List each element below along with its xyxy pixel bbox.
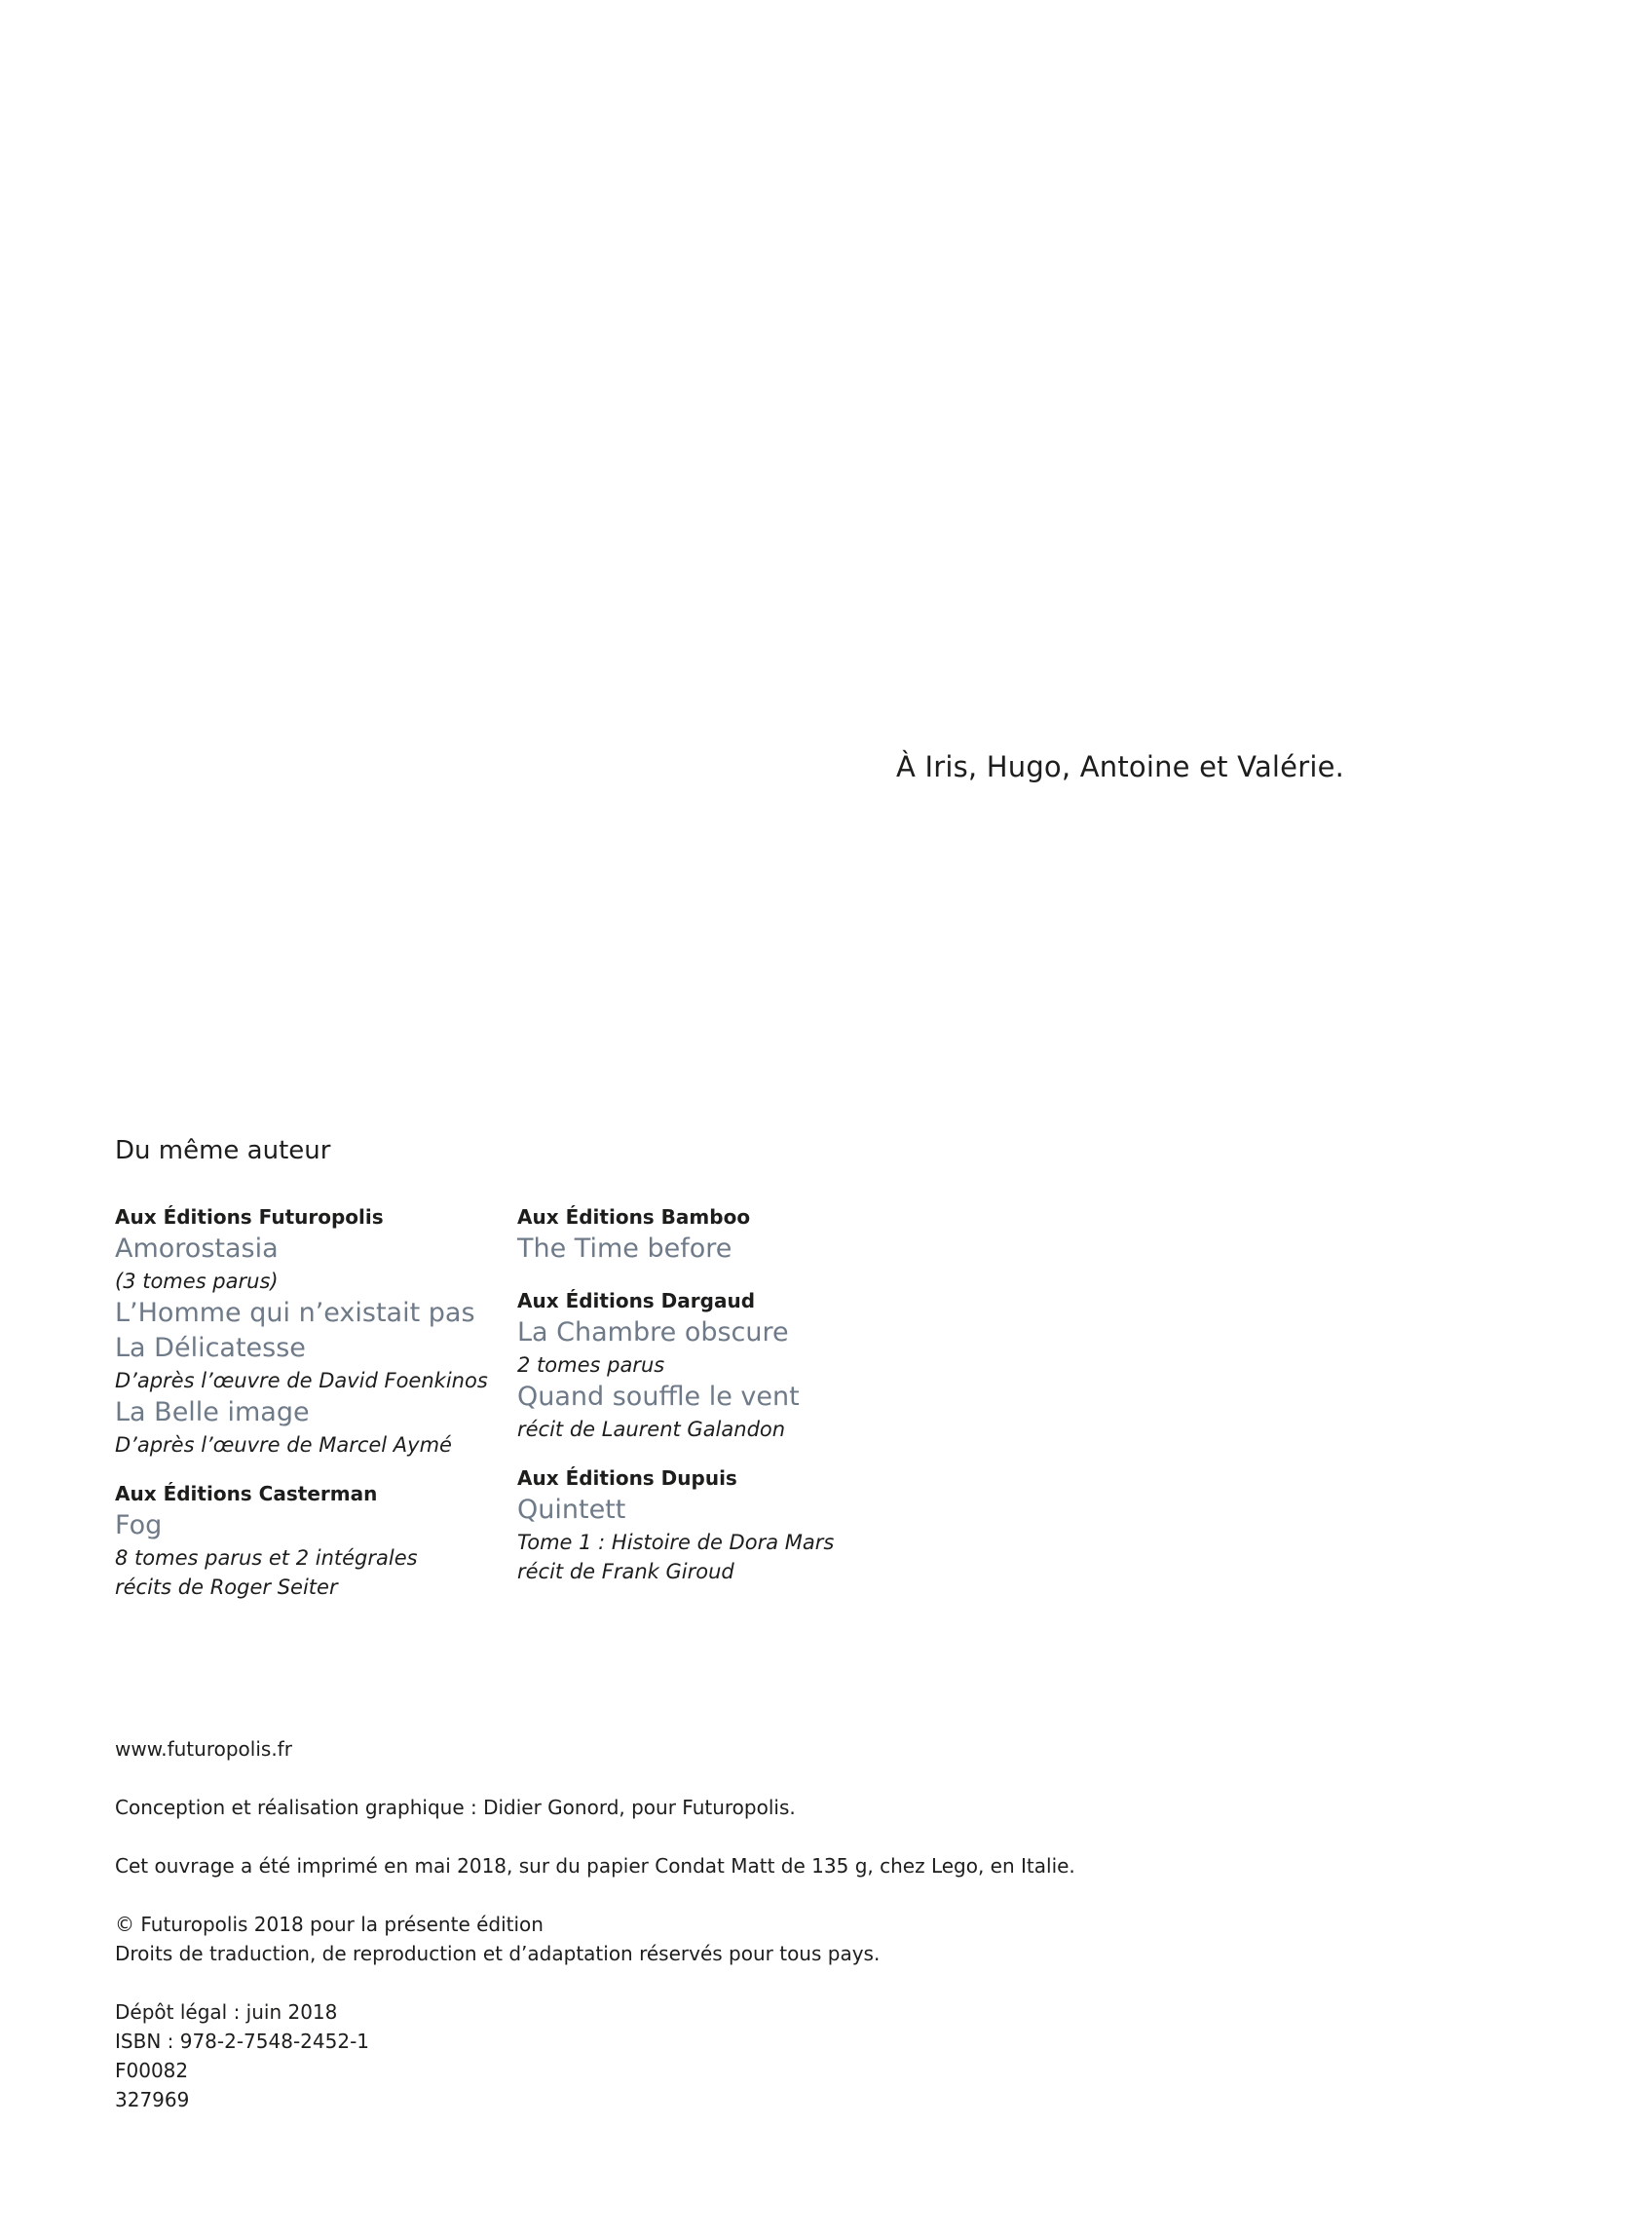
- publisher-name: Aux Éditions Casterman: [115, 1482, 378, 1505]
- bibliography-left-column: [115, 1202, 505, 1621]
- book-note: récits de Roger Seiter: [115, 1576, 338, 1599]
- book-note: (3 tomes parus): [115, 1270, 279, 1293]
- book-title: L’Homme qui n’existait pas: [115, 1298, 475, 1328]
- dedication: À Iris, Hugo, Antoine et Valérie.: [896, 750, 1345, 783]
- book-title: La Belle image: [115, 1397, 310, 1427]
- publisher-name: Aux Éditions Futuropolis: [115, 1205, 384, 1229]
- publisher-group: [115, 1479, 505, 1602]
- printing-note: Cet ouvrage a été imprimé en mai 2018, sur du papier Condat Matt de 135 g, chez Lego, en Italie.: [115, 1854, 1075, 1878]
- isbn: ISBN : 978-2-7548-2452-1: [115, 2030, 370, 2053]
- book-note: Tome 1 : Histoire de Dora Mars: [517, 1531, 835, 1554]
- publisher-name: Aux Éditions Dupuis: [517, 1466, 737, 1490]
- reference-code: F00082: [115, 2059, 189, 2082]
- book-title: La Chambre obscure: [517, 1317, 789, 1348]
- rights-line: Droits de traduction, de reproduction et d’adaptation réservés pour tous pays.: [115, 1942, 881, 1965]
- publisher-website: www.futuropolis.fr: [115, 1737, 292, 1761]
- book-note: D’après l’œuvre de Marcel Aymé: [115, 1433, 452, 1457]
- publisher-name: Aux Éditions Dargaud: [517, 1289, 756, 1312]
- publisher-group: [517, 1286, 907, 1444]
- book-note: récit de Frank Giroud: [517, 1560, 734, 1583]
- legal-deposit: Dépôt légal : juin 2018: [115, 2000, 338, 2024]
- bibliography-right-column: [517, 1202, 907, 1606]
- publisher-name: Aux Éditions Bamboo: [517, 1205, 751, 1229]
- publisher-group: [517, 1463, 907, 1586]
- book-title: La Délicatesse: [115, 1333, 306, 1363]
- copyright-line: © Futuropolis 2018 pour la présente édition: [115, 1913, 544, 1936]
- publisher-group: [517, 1202, 907, 1267]
- publisher-group: [115, 1202, 505, 1460]
- book-title: Quintett: [517, 1495, 626, 1525]
- book-note: récit de Laurent Galandon: [517, 1418, 786, 1441]
- book-title: Amorostasia: [115, 1234, 279, 1264]
- bibliography-heading: Du même auteur: [115, 1136, 331, 1165]
- copyright-block: [115, 1910, 1075, 1968]
- reference-number: 327969: [115, 2088, 190, 2111]
- book-title: The Time before: [517, 1234, 732, 1264]
- book-title: Quand souffle le vent: [517, 1382, 800, 1412]
- imprint-block: [115, 1734, 1075, 2144]
- book-note: 2 tomes parus: [517, 1353, 665, 1377]
- design-credit: Conception et réalisation graphique : Didier Gonord, pour Futuropolis.: [115, 1796, 796, 1819]
- legal-block: [115, 1997, 1075, 2114]
- book-note: D’après l’œuvre de David Foenkinos: [115, 1369, 488, 1392]
- book-title: Fog: [115, 1510, 163, 1540]
- book-note: 8 tomes parus et 2 intégrales: [115, 1546, 418, 1570]
